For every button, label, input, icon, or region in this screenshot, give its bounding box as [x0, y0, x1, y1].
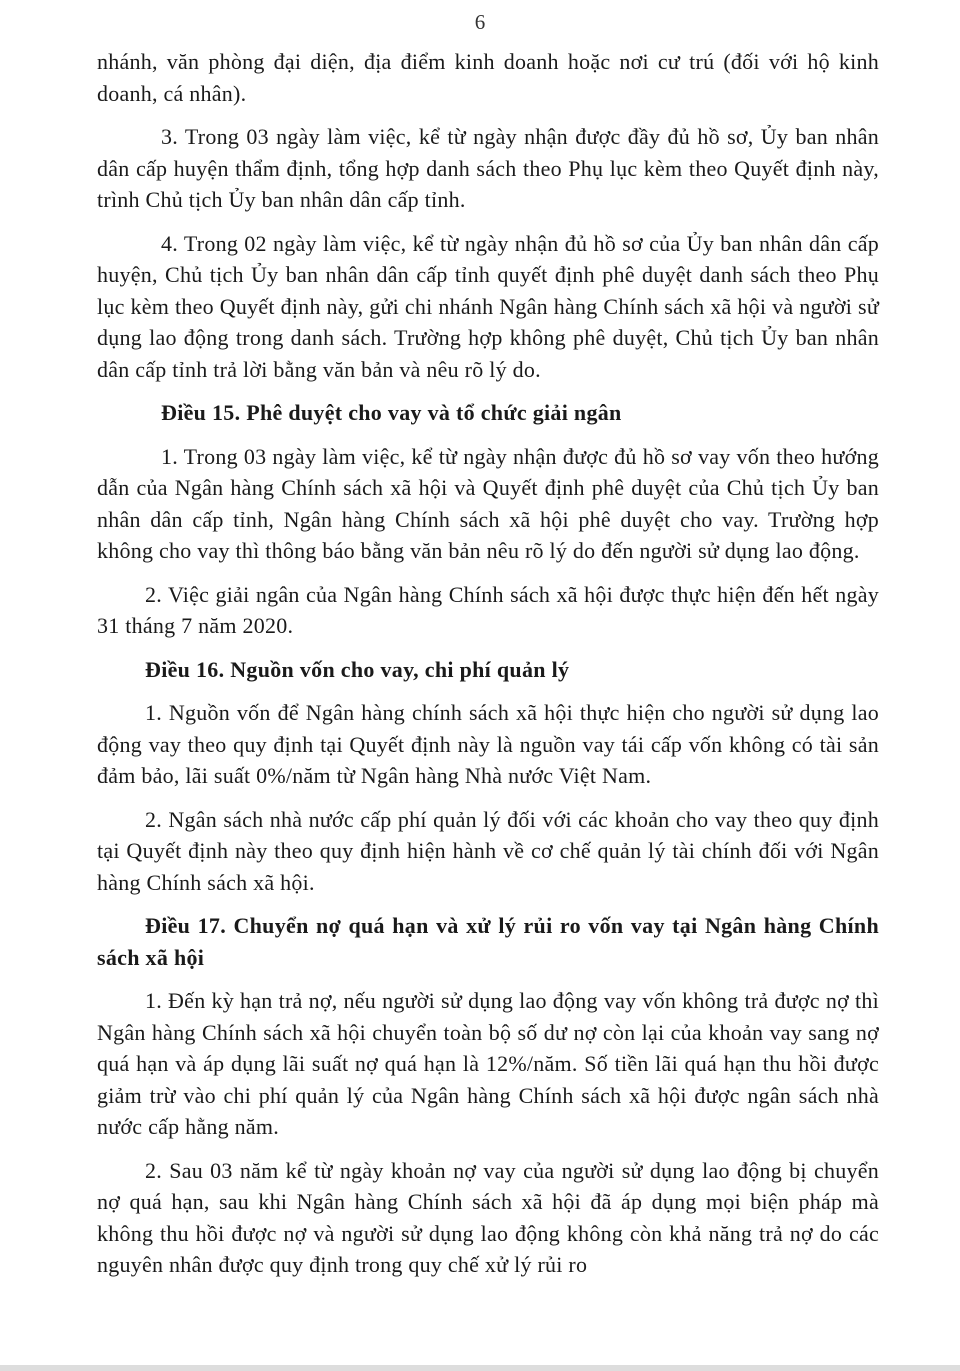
document-body — [97, 46, 879, 1281]
article-16-clause-1: 1. Nguồn vốn để Ngân hàng chính sách xã hội thực hiện cho người sử dụng lao động vay theo quy định tại Quyết định này là nguồn vay tái cấp vốn không có tài sản đảm bảo, lãi suất 0%/năm từ Ngân hàng Nhà nước Việt Nam. — [97, 700, 879, 788]
page-bottom-edge — [0, 1365, 960, 1371]
article-15-clause-1: 1. Trong 03 ngày làm việc, kể từ ngày nhận được đủ hồ sơ vay vốn theo hướng dẫn của Ngân hàng Chính sách xã hội và Quyết định phê duyệt của Chủ tịch Ủy ban nhân dân cấp tỉnh, Ngân hàng Chính sách xã hội phê duyệt cho vay. Trường hợp không cho vay thì thông báo bằng văn bản nêu rõ lý do đến người sử dụng lao động. — [97, 443, 879, 563]
article-16-heading: Điều 16. Nguồn vốn cho vay, chi phí quản lý — [145, 656, 570, 682]
article-17-clause-2: 2. Sau 03 năm kể từ ngày khoản nợ vay của người sử dụng lao động bị chuyển nợ quá hạn, sau khi Ngân hàng Chính sách xã hội đã áp dụng mọi biện pháp mà không thu hồi được nợ và người sử dụng lao động không còn khả năng trả nợ do các nguyên nhân được quy định trong quy chế xử lý rủi ro — [97, 1157, 879, 1277]
paragraph-clause-3: 3. Trong 03 ngày làm việc, kể từ ngày nhận được đầy đủ hồ sơ, Ủy ban nhân dân cấp huyện thẩm định, tổng hợp danh sách theo Phụ lục kèm theo Quyết định này, trình Chủ tịch Ủy ban nhân dân cấp tỉnh. — [97, 124, 879, 212]
article-16-clause-2: 2. Ngân sách nhà nước cấp phí quản lý đối với các khoản cho vay theo quy định tại Quyết định này theo quy định hiện hành về cơ chế quản lý tài chính đối với Ngân hàng Chính sách xã hội. — [97, 806, 879, 895]
article-15-clause-2: 2. Việc giải ngân của Ngân hàng Chính sách xã hội được thực hiện đến hết ngày 31 tháng 7 năm 2020. — [97, 581, 879, 638]
article-17-heading: Điều 17. Chuyển nợ quá hạn và xử lý rủi ro vốn vay tại Ngân hàng Chính sách xã hội — [97, 913, 879, 970]
article-15-heading: Điều 15. Phê duyệt cho vay và tổ chức giải ngân — [161, 400, 622, 425]
paragraph-clause-4: 4. Trong 02 ngày làm việc, kể từ ngày nhận đủ hồ sơ của Ủy ban nhân dân cấp huyện, Chủ tịch Ủy ban nhân dân cấp tỉnh quyết định phê duyệt danh sách theo Phụ lục kèm theo Quyết định này, gửi chi nhánh Ngân hàng Chính sách xã hội và người sử dụng lao động trong danh sách. Trường hợp không phê duyệt, Chủ tịch Ủy ban nhân dân cấp tỉnh trả lời bằng văn bản và nêu rõ lý do. — [97, 230, 879, 382]
paragraph-continuation: nhánh, văn phòng đại diện, địa điểm kinh doanh hoặc nơi cư trú (đối với hộ kinh doanh, cá nhân). — [97, 49, 879, 106]
article-17-clause-1: 1. Đến kỳ hạn trả nợ, nếu người sử dụng lao động vay vốn không trả được nợ thì Ngân hàng Chính sách xã hội chuyển toàn bộ số dư nợ còn lại của khoản vay sang nợ quá hạn và áp dụng lãi suất nợ quá hạn là 12%/năm. Số tiền lãi quá hạn thu hồi được giảm trừ vào chi phí quản lý của Ngân hàng Chính sách xã hội được ngân sách nhà nước cấp hằng năm. — [97, 988, 879, 1139]
page-number: 6 — [474, 10, 486, 34]
